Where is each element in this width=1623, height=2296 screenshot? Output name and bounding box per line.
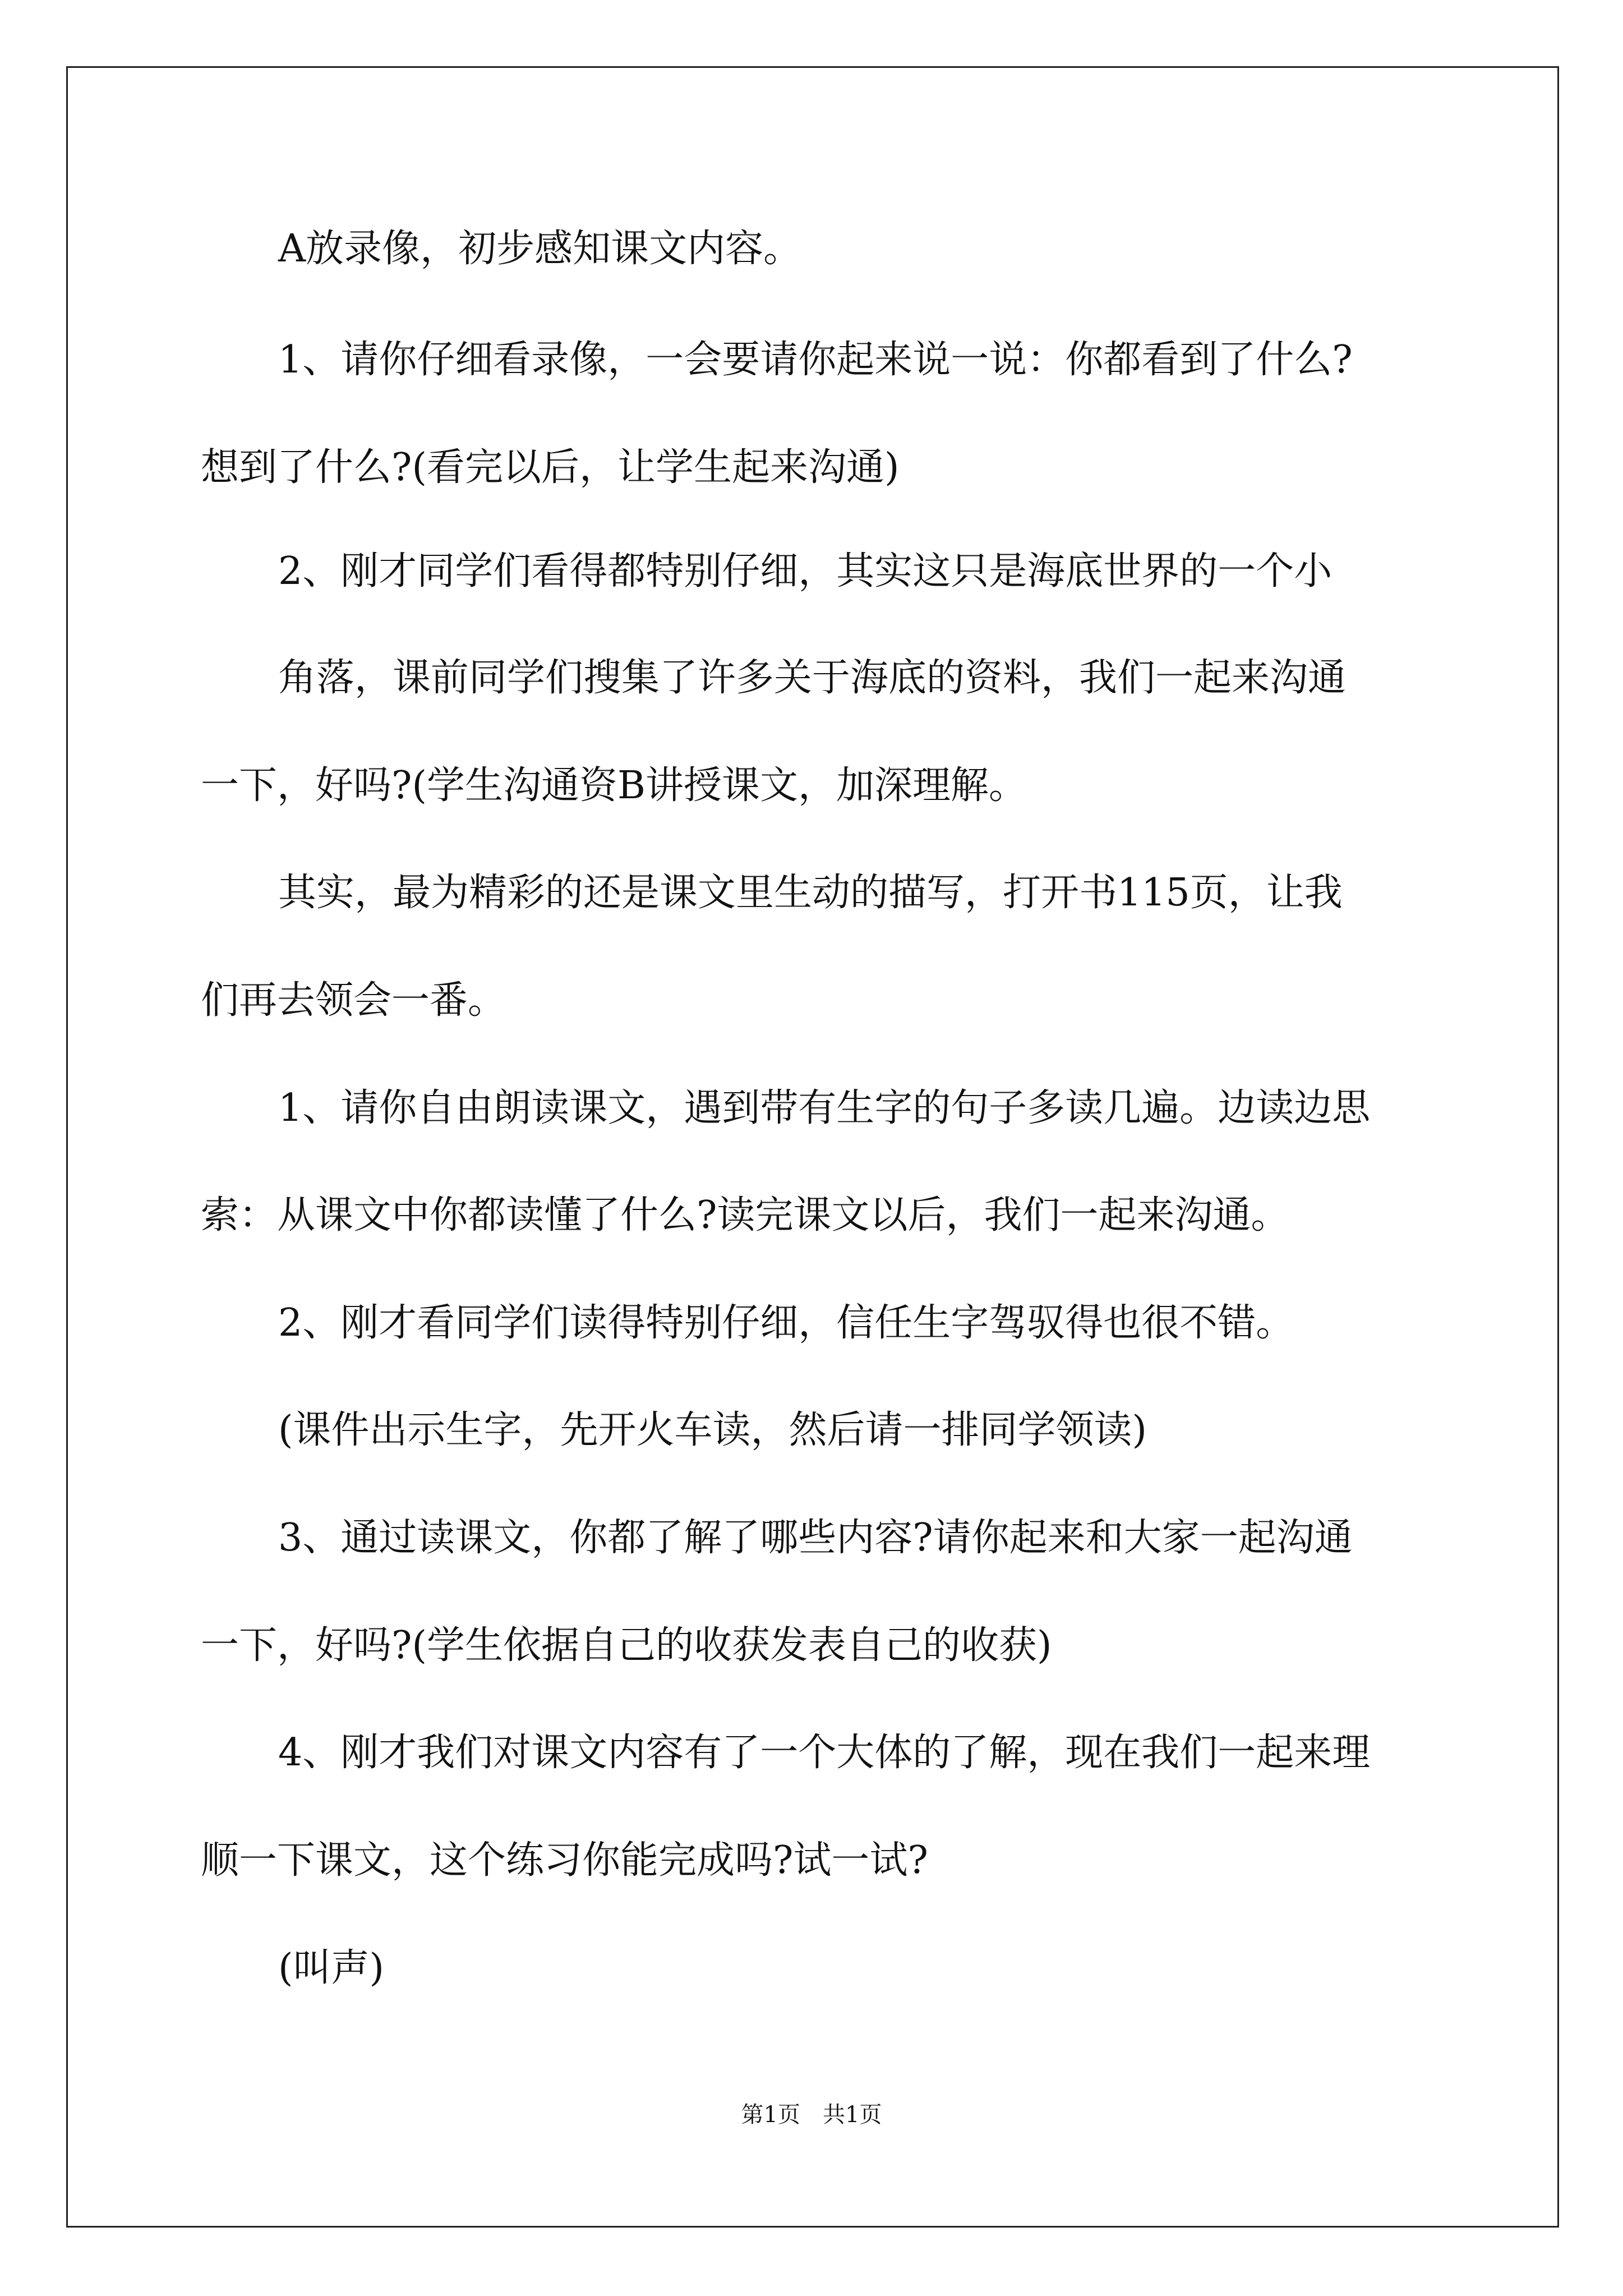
text-line: 2、刚才看同学们读得特别仔细，信任生字驾驭得也很不错。 <box>278 1301 1294 1345</box>
text-line: 其实，最为精彩的还是课文里生动的描写，打开书115页，让我 <box>278 871 1343 915</box>
text-line: 2、刚才同学们看得都特别仔细，其实这只是海底世界的一个小 <box>278 549 1332 593</box>
text-line: 角落，课前同学们搜集了许多关于海底的资料，我们一起来沟通 <box>278 656 1347 700</box>
text-line: 们再去领会一番。 <box>201 978 506 1023</box>
text-line: 索：从课文中你都读懂了什么?读完课文以后，我们一起来沟通。 <box>201 1193 1289 1237</box>
text-line: 1、请你自由朗读课文，遇到带有生字的句子多读几遍。边读边思 <box>278 1086 1371 1130</box>
text-line: 一下，好吗?(学生沟通资B讲授课文，加深理解。 <box>201 763 1027 808</box>
text-line: 顺一下课文，这个练习你能完成吗?试一试? <box>201 1838 928 1883</box>
text-line: (课件出示生字，先开火车读，然后请一排同学领读) <box>278 1408 1147 1452</box>
text-line: 1、请你仔细看录像，一会要请你起来说一说：你都看到了什么? <box>278 338 1353 382</box>
page-border <box>66 66 1559 2228</box>
text-line: (叫声) <box>278 1946 385 1990</box>
text-line: 一下，好吗?(学生依据自己的收获发表自己的收获) <box>201 1623 1052 1668</box>
page-footer: 第1页 共1页 <box>741 2102 882 2128</box>
text-line: 3、通过读课文，你都了解了哪些内容?请你起来和大家一起沟通 <box>278 1516 1353 1560</box>
text-line: 4、刚才我们对课文内容有了一个大体的了解，现在我们一起来理 <box>278 1731 1371 1775</box>
text-line: 想到了什么?(看完以后，让学生起来沟通) <box>201 445 900 490</box>
text-line: A放录像，初步感知课文内容。 <box>278 227 802 271</box>
